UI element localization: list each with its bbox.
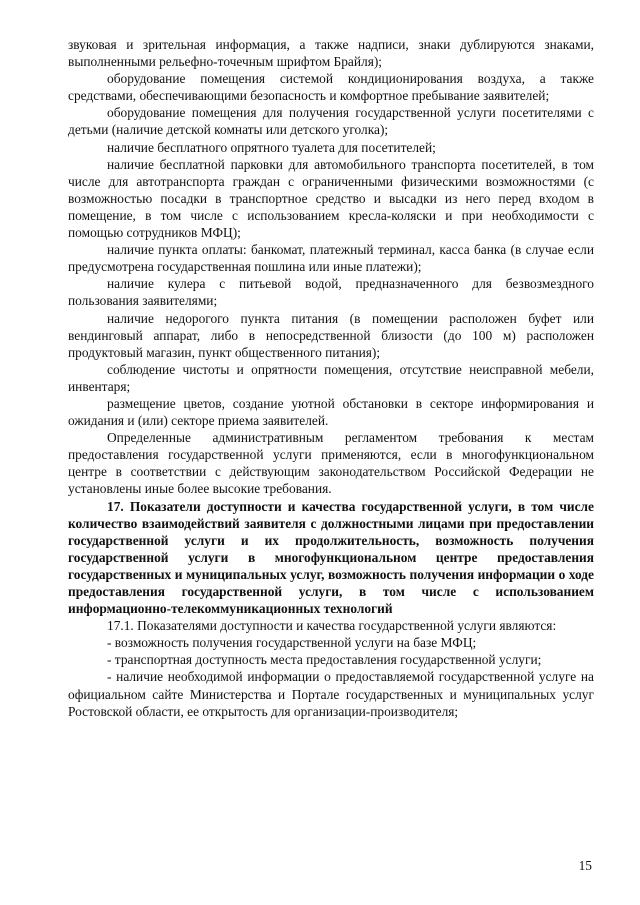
paragraph-food-point: наличие недорогого пункта питания (в помещении расположен буфет или вендинговый аппарат, либо в непосредственной близости (до 100 м) расположен продуктовый магазин, пункт общественного питания); [68, 310, 594, 360]
paragraph-requirements: Определенные административным регламентом требования к местам предоставления государственной услуги применяются, если в многофункциональном центре в соответствии с действующим законодательством Российской Федерации не установлены иные более высокие требования. [68, 430, 594, 497]
page-number: 15 [578, 858, 592, 873]
paragraph-toilet: наличие бесплатного опрятного туалета для посетителей; [107, 139, 436, 155]
paragraph-cleanliness: соблюдение чистоты и опрятности помещения, отсутствие неисправной мебели, инвентаря; [68, 361, 594, 394]
list-item-transport: - транспортная доступность места предоставления государственной услуги; [107, 652, 542, 668]
paragraph-water-cooler: наличие кулера с питьевой водой, предназначенного для безвозмездного пользования заявителями; [68, 276, 594, 309]
document-page [68, 36, 594, 720]
list-item-mfc: - возможность получения государственной услуги на базе МФЦ; [107, 635, 477, 651]
paragraph-flowers: размещение цветов, создание уютной обстановки в секторе информирования и ожидания и (или) секторе приема заявителей. [68, 395, 594, 429]
paragraph-air-conditioning: оборудование помещения системой кондиционирования воздуха, а также средствами, обеспечивающими безопасность и комфортное пребывание заявителей; [68, 71, 594, 104]
paragraph-17-1: 17.1. Показателями доступности и качества государственной услуги являются: [107, 618, 557, 634]
section-heading-17: 17. Показатели доступности и качества государственной услуги, в том числе количество взаимодействий заявителя с должностными лицами при предоставлении государственной услуги и их продолжительность, возможность получения государственной услуги в многофункциональном центре предоставления государственных и муниципальных услуг, возможность получения информации о ходе предоставления государственной услуги, в том числе с использованием информационно-телекоммуникационных технологий [68, 498, 594, 617]
paragraph-payment-point: наличие пункта оплаты: банкомат, платежный терминал, касса банка (в случае если предусмотрена государственная пошлина или иные платежи); [68, 242, 594, 275]
list-item-information: - наличие необходимой информации о предоставляемой государственной услуге на официальном сайте Министерства и Портале государственных и муниципальных услуг Ростовской области, ее открытость для организации-производителя; [68, 669, 594, 719]
paragraph-braille-info: звуковая и зрительная информация, а также надписи, знаки дублируются знаками, выполненными рельефно-точечным шрифтом Брайля); [68, 37, 594, 70]
paragraph-parking: наличие бесплатной парковки для автомобильного транспорта посетителей, в том числе для автотранспорта граждан с ограниченными физическими возможностями (с возможностью посадки в транспортное средство и высадки из него перед входом в помещение, в том числе с использованием кресла-коляски и при необходимости с помощью сотрудников МФЦ); [68, 156, 594, 241]
paragraph-children-room: оборудование помещения для получения государственной услуги посетителями с детьми (наличие детской комнаты или детского уголка); [68, 105, 594, 138]
